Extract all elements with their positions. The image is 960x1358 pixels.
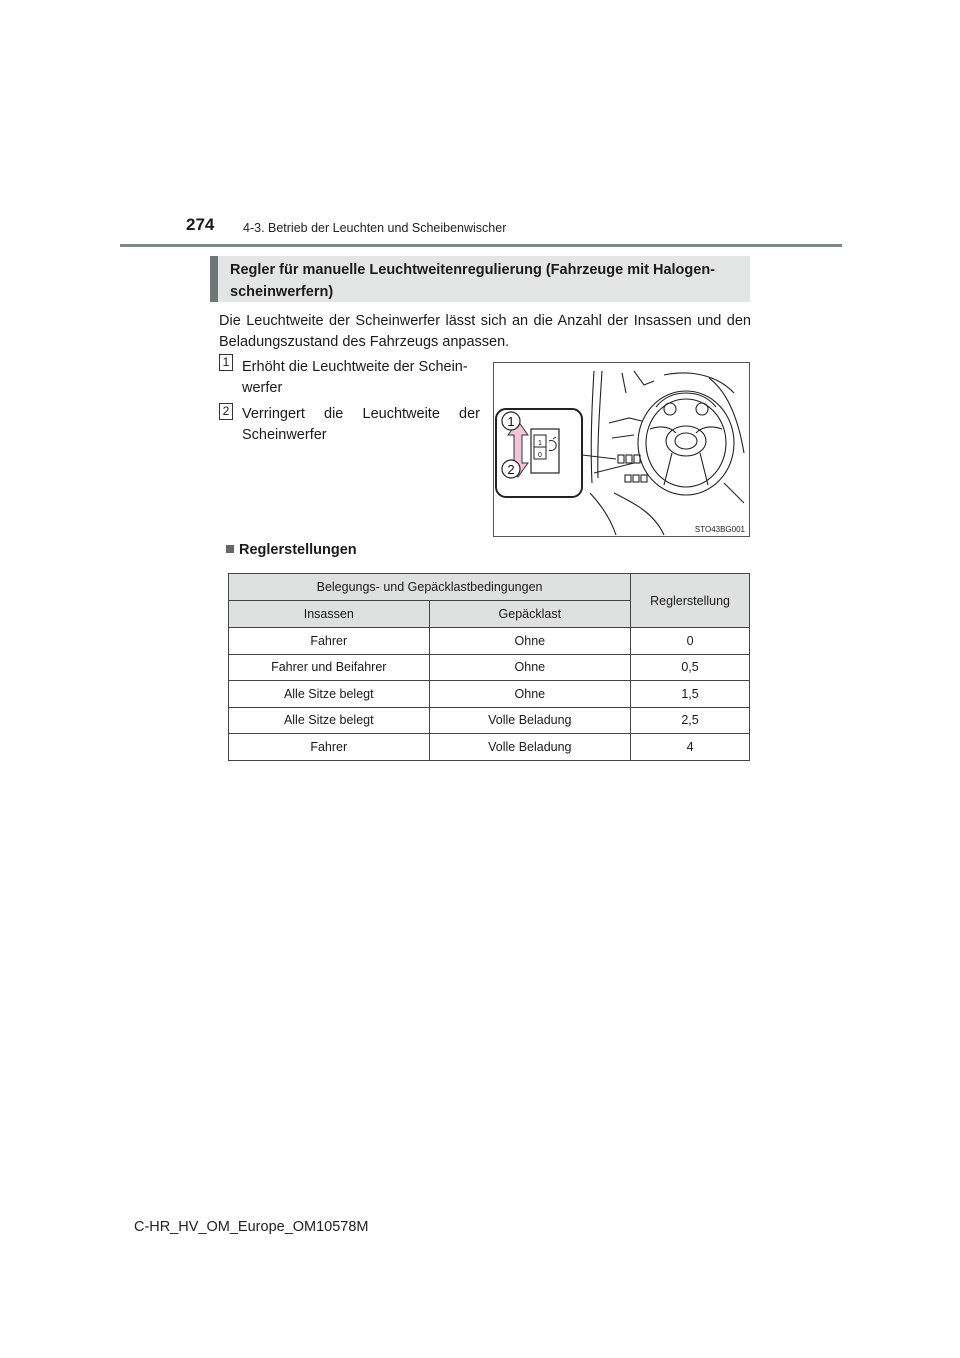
square-bullet-icon xyxy=(226,545,234,553)
setting-header: Reglerstellung xyxy=(631,574,750,628)
item-increase-line-1: Erhöht die Leuchtweite der Schein- xyxy=(242,359,468,375)
occupants-cell: Alle Sitze belegt xyxy=(229,681,430,708)
setting-cell: 0 xyxy=(631,628,750,655)
occupants-cell: Fahrer xyxy=(229,734,430,761)
table-row xyxy=(229,707,750,734)
occupants-cell: Alle Sitze belegt xyxy=(229,707,430,734)
switch-label-top: 1 xyxy=(538,440,542,447)
occupants-cell: Fahrer und Beifahrer xyxy=(229,654,430,681)
section-heading xyxy=(210,256,750,302)
switch-label-bottom: 0 xyxy=(538,452,542,459)
document-footer: C-HR_HV_OM_Europe_OM10578M xyxy=(134,1219,369,1235)
load-cell: Ohne xyxy=(429,681,631,708)
table-row xyxy=(229,654,750,681)
load-header: Gepäcklast xyxy=(429,601,631,628)
item-increase xyxy=(242,357,480,399)
settings-subheading xyxy=(226,542,357,558)
section-title: 4-3. Betrieb der Leuchten und Scheibenwischer xyxy=(243,221,507,235)
heading-line-2: scheinwerfern) xyxy=(230,284,334,300)
intro-paragraph: Die Leuchtweite der Scheinwerfer lässt sich an die Anzahl der Insassen und den Beladungszustand des Fahrzeugs anpassen. xyxy=(219,313,751,350)
setting-cell: 1,5 xyxy=(631,681,750,708)
load-cell: Ohne xyxy=(429,654,631,681)
item-number-badge: 1 xyxy=(219,354,233,371)
occupants-cell: Fahrer xyxy=(229,628,430,655)
table-row xyxy=(229,734,750,761)
setting-cell: 4 xyxy=(631,734,750,761)
item-number-badge: 2 xyxy=(219,403,233,420)
setting-cell: 0,5 xyxy=(631,654,750,681)
load-cell: Volle Beladung xyxy=(429,734,631,761)
page-number: 274 xyxy=(186,215,215,234)
dashboard-drawing xyxy=(494,363,749,536)
table-row xyxy=(229,628,750,655)
item-decrease xyxy=(242,404,480,446)
item-decrease-line-2: Scheinwerfer xyxy=(242,427,327,443)
dashboard-illustration xyxy=(493,362,750,537)
item-increase-line-2: werfer xyxy=(242,380,283,396)
settings-table xyxy=(228,573,750,761)
item-decrease-line-1: Verringert die Leuchtweite der xyxy=(242,406,480,422)
table-row xyxy=(229,681,750,708)
occupants-header: Insassen xyxy=(229,601,430,628)
heading-line-1: Regler für manuelle Leuchtweitenregulierung (Fahrzeuge mit Halogen- xyxy=(230,262,716,278)
group-header: Belegungs- und Gepäcklastbedingungen xyxy=(229,574,631,601)
settings-subheading-text: Reglerstellungen xyxy=(239,542,357,558)
load-cell: Volle Beladung xyxy=(429,707,631,734)
header-divider xyxy=(120,244,842,247)
callout-1: 1 xyxy=(507,414,515,429)
load-cell: Ohne xyxy=(429,628,631,655)
callout-2: 2 xyxy=(507,462,515,477)
setting-cell: 2,5 xyxy=(631,707,750,734)
figure-code: STO43BG001 xyxy=(694,525,745,534)
